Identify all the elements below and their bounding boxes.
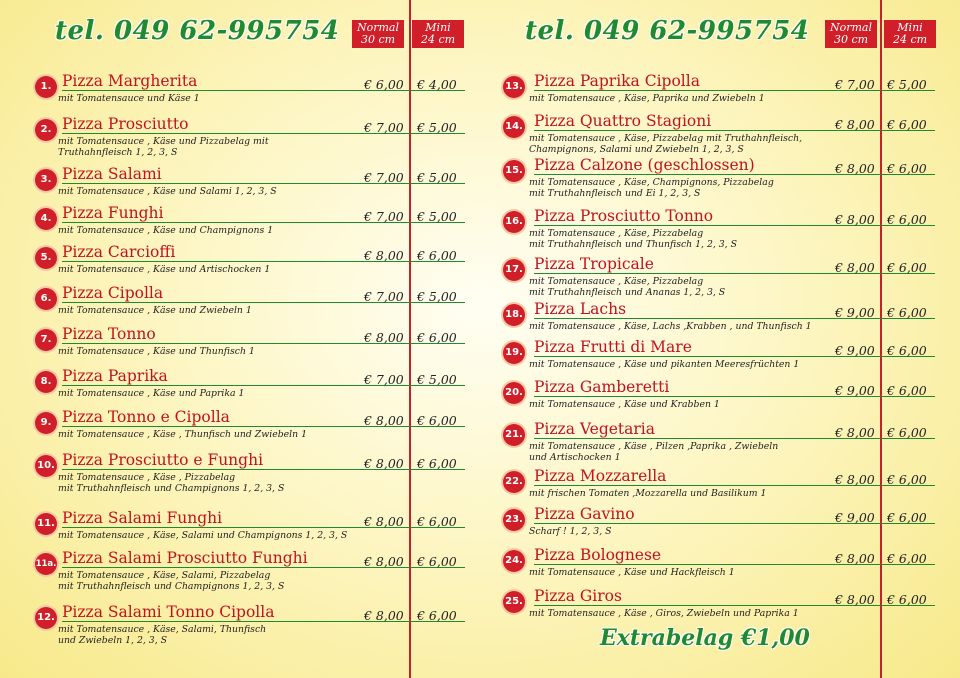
item-number-badge: 25. xyxy=(503,591,525,613)
item-description: mit frischen Tomaten ,Mozzarella und Basilikum 1 xyxy=(529,488,767,499)
item-number-badge: 4. xyxy=(35,208,57,230)
item-description: mit Tomatensauce und Käse 1 xyxy=(58,93,200,104)
item-name: Pizza Salami Tonno Cipolla xyxy=(62,603,275,621)
price-normal: € 6,00 xyxy=(364,77,404,92)
item-underline xyxy=(62,302,465,303)
item-underline xyxy=(62,183,465,184)
price-mini: € 6,00 xyxy=(417,456,457,471)
item-name: Pizza Paprika Cipolla xyxy=(534,72,700,90)
item-underline xyxy=(62,621,465,622)
item-name: Pizza Mozzarella xyxy=(534,467,667,485)
item-description: mit Tomatensauce , Käse, Salami, Thunfisch und Zwiebeln 1, 2, 3, S xyxy=(58,624,267,646)
item-description: mit Tomatensauce , Käse , Pizzabelag mit Truthahnfleisch und Champignons 1, 2, 3, S xyxy=(58,472,285,494)
price-normal: € 8,00 xyxy=(364,514,404,529)
item-description: mit Tomatensauce , Käse und Thunfisch 1 xyxy=(58,346,255,357)
size-header-mini xyxy=(412,20,464,48)
price-mini: € 6,00 xyxy=(887,260,927,275)
price-normal: € 9,00 xyxy=(835,383,875,398)
item-number-badge: 5. xyxy=(35,247,57,269)
price-mini: € 6,00 xyxy=(887,383,927,398)
column-divider xyxy=(880,0,882,678)
size-header-normal xyxy=(352,20,404,48)
item-number-badge: 9. xyxy=(35,412,57,434)
price-normal: € 8,00 xyxy=(835,472,875,487)
size-value: 24 cm xyxy=(420,33,456,46)
price-normal: € 8,00 xyxy=(835,425,875,440)
price-mini: € 4,00 xyxy=(417,77,457,92)
size-label: Normal xyxy=(356,21,399,34)
item-name: Pizza Calzone (geschlossen) xyxy=(534,156,755,174)
price-normal: € 9,00 xyxy=(835,343,875,358)
column-divider xyxy=(409,0,411,678)
item-description: mit Tomatensauce , Käse und Salami 1, 2, 3, S xyxy=(58,186,277,197)
price-normal: € 9,00 xyxy=(835,305,875,320)
price-mini: € 5,00 xyxy=(417,372,457,387)
price-mini: € 6,00 xyxy=(887,551,927,566)
item-underline xyxy=(62,90,465,91)
item-name: Pizza Gamberetti xyxy=(534,378,670,396)
item-description: mit Tomatensauce , Käse, Pizzabelag mit Truthahnfleisch, Champignons, Salami und Zwiebeln 1, 2, 3, S xyxy=(529,133,803,155)
extra-topping-note: Extrabelag €1,00 xyxy=(600,625,810,651)
item-description: mit Tomatensauce , Käse und Krabben 1 xyxy=(529,399,720,410)
price-mini: € 6,00 xyxy=(417,514,457,529)
item-underline xyxy=(62,133,465,134)
price-mini: € 6,00 xyxy=(887,305,927,320)
item-number-badge: 15. xyxy=(503,160,525,182)
price-normal: € 8,00 xyxy=(364,413,404,428)
item-description: mit Tomatensauce , Käse, Salami und Champignons 1, 2, 3, S xyxy=(58,530,348,541)
item-description: mit Tomatensauce , Käse , Giros, Zwiebeln und Paprika 1 xyxy=(529,608,799,619)
price-mini: € 6,00 xyxy=(887,117,927,132)
price-mini: € 6,00 xyxy=(887,425,927,440)
price-mini: € 6,00 xyxy=(887,212,927,227)
item-description: mit Tomatensauce , Käse und Champignons 1 xyxy=(58,225,274,236)
item-description: mit Tomatensauce , Käse und Zwiebeln 1 xyxy=(58,305,252,316)
item-description: mit Tomatensauce , Käse, Pizzabelag mit Truthahnfleisch und Ananas 1, 2, 3, S xyxy=(529,276,726,298)
item-name: Pizza Giros xyxy=(534,587,622,605)
item-description: mit Tomatensauce , Käse und Artischocken 1 xyxy=(58,264,271,275)
item-description: mit Tomatensauce , Käse, Lachs ,Krabben , und Thunfisch 1 xyxy=(529,321,812,332)
phone-number: tel. 049 62-995754 xyxy=(525,16,810,46)
price-normal: € 7,00 xyxy=(364,289,404,304)
price-mini: € 6,00 xyxy=(417,248,457,263)
price-normal: € 7,00 xyxy=(364,372,404,387)
item-name: Pizza Tonno xyxy=(62,325,156,343)
item-name: Pizza Prosciutto Tonno xyxy=(534,207,714,225)
item-name: Pizza Funghi xyxy=(62,204,164,222)
item-underline xyxy=(62,527,465,528)
item-number-badge: 14. xyxy=(503,116,525,138)
item-number-badge: 10. xyxy=(35,455,57,477)
item-description: mit Tomatensauce , Käse, Paprika und Zwiebeln 1 xyxy=(529,93,765,104)
size-label: Normal xyxy=(829,21,872,34)
price-normal: € 7,00 xyxy=(364,209,404,224)
item-number-badge: 16. xyxy=(503,211,525,233)
price-mini: € 5,00 xyxy=(417,289,457,304)
item-number-badge: 8. xyxy=(35,371,57,393)
item-name: Pizza Margherita xyxy=(62,72,198,90)
item-name: Pizza Salami Funghi xyxy=(62,509,223,527)
size-value: 30 cm xyxy=(360,33,396,46)
item-description: Scharf ! 1, 2, 3, S xyxy=(529,526,612,537)
item-name: Pizza Gavino xyxy=(534,505,635,523)
item-name: Pizza Prosciutto xyxy=(62,115,189,133)
price-normal: € 7,00 xyxy=(364,120,404,135)
price-mini: € 5,00 xyxy=(887,77,927,92)
price-mini: € 5,00 xyxy=(417,209,457,224)
item-description: mit Tomatensauce , Käse , Pilzen ,Paprika , Zwiebeln und Artischocken 1 xyxy=(529,441,779,463)
item-name: Pizza Quattro Stagioni xyxy=(534,112,712,130)
price-normal: € 8,00 xyxy=(364,608,404,623)
item-name: Pizza Bolognese xyxy=(534,546,662,564)
item-number-badge: 3. xyxy=(35,169,57,191)
item-number-badge: 22. xyxy=(503,471,525,493)
item-description: mit Tomatensauce , Käse, Pizzabelag mit Truthahnfleisch und Thunfisch 1, 2, 3, S xyxy=(529,228,737,250)
price-normal: € 8,00 xyxy=(835,260,875,275)
price-normal: € 8,00 xyxy=(835,592,875,607)
price-normal: € 8,00 xyxy=(835,161,875,176)
item-number-badge: 7. xyxy=(35,329,57,351)
item-description: mit Tomatensauce , Käse und Paprika 1 xyxy=(58,388,245,399)
item-description: mit Tomatensauce , Käse und Hackfleisch 1 xyxy=(529,567,735,578)
item-number-badge: 18. xyxy=(503,304,525,326)
item-name: Pizza Salami Prosciutto Funghi xyxy=(62,549,308,567)
item-number-badge: 21. xyxy=(503,424,525,446)
price-normal: € 7,00 xyxy=(835,77,875,92)
item-number-badge: 2. xyxy=(35,119,57,141)
item-name: Pizza Tropicale xyxy=(534,255,654,273)
item-number-badge: 1. xyxy=(35,76,57,98)
price-mini: € 6,00 xyxy=(887,592,927,607)
item-description: mit Tomatensauce , Käse, Salami, Pizzabelag mit Truthahnfleisch und Champignons 1, 2, 3, S xyxy=(58,570,285,592)
item-name: Pizza Tonno e Cipolla xyxy=(62,408,230,426)
item-name: Pizza Salami xyxy=(62,165,162,183)
price-normal: € 8,00 xyxy=(835,212,875,227)
item-underline xyxy=(62,343,465,344)
item-description: mit Tomatensauce , Käse , Thunfisch und Zwiebeln 1 xyxy=(58,429,307,440)
item-underline xyxy=(62,385,465,386)
item-number-badge: 12. xyxy=(35,607,57,629)
price-normal: € 8,00 xyxy=(364,456,404,471)
item-number-badge: 11. xyxy=(35,513,57,535)
price-normal: € 8,00 xyxy=(835,551,875,566)
menu-panel-right xyxy=(480,0,960,678)
item-description: mit Tomatensauce , Käse, Champignons, Pizzabelag mit Truthahnfleisch und Ei 1, 2, 3, S xyxy=(529,177,774,199)
size-value: 30 cm xyxy=(833,33,869,46)
item-number-badge: 24. xyxy=(503,550,525,572)
price-mini: € 6,00 xyxy=(887,472,927,487)
price-normal: € 7,00 xyxy=(364,170,404,185)
price-mini: € 5,00 xyxy=(417,120,457,135)
price-normal: € 9,00 xyxy=(835,510,875,525)
size-value: 24 cm xyxy=(892,33,928,46)
price-mini: € 6,00 xyxy=(417,608,457,623)
item-name: Pizza Frutti di Mare xyxy=(534,338,692,356)
item-number-badge: 13. xyxy=(503,76,525,98)
size-header-mini xyxy=(884,20,936,48)
item-underline xyxy=(62,261,465,262)
price-mini: € 5,00 xyxy=(417,170,457,185)
item-name: Pizza Carcioffi xyxy=(62,243,176,261)
price-normal: € 8,00 xyxy=(364,330,404,345)
item-name: Pizza Paprika xyxy=(62,367,168,385)
item-number-badge: 17. xyxy=(503,259,525,281)
item-name: Pizza Lachs xyxy=(534,300,627,318)
item-name: Pizza Cipolla xyxy=(62,284,164,302)
item-number-badge: 11a. xyxy=(35,553,57,575)
item-underline xyxy=(62,426,465,427)
item-underline xyxy=(62,567,465,568)
price-mini: € 6,00 xyxy=(417,330,457,345)
price-normal: € 8,00 xyxy=(364,248,404,263)
price-normal: € 8,00 xyxy=(364,554,404,569)
price-mini: € 6,00 xyxy=(417,413,457,428)
item-name: Pizza Vegetaria xyxy=(534,420,656,438)
item-description: mit Tomatensauce , Käse und pikanten Meeresfrüchten 1 xyxy=(529,359,800,370)
price-mini: € 6,00 xyxy=(887,343,927,358)
phone-number: tel. 049 62-995754 xyxy=(55,16,340,46)
price-mini: € 6,00 xyxy=(887,161,927,176)
size-label: Mini xyxy=(425,21,451,34)
price-mini: € 6,00 xyxy=(417,554,457,569)
size-label: Mini xyxy=(897,21,923,34)
item-description: mit Tomatensauce , Käse und Pizzabelag mit Truthahnfleisch 1, 2, 3, S xyxy=(58,136,269,158)
item-underline xyxy=(62,469,465,470)
item-number-badge: 6. xyxy=(35,288,57,310)
price-mini: € 6,00 xyxy=(887,510,927,525)
item-number-badge: 19. xyxy=(503,342,525,364)
size-header-normal xyxy=(825,20,877,48)
item-number-badge: 23. xyxy=(503,509,525,531)
price-normal: € 8,00 xyxy=(835,117,875,132)
item-number-badge: 20. xyxy=(503,382,525,404)
item-name: Pizza Prosciutto e Funghi xyxy=(62,451,264,469)
item-underline xyxy=(62,222,465,223)
